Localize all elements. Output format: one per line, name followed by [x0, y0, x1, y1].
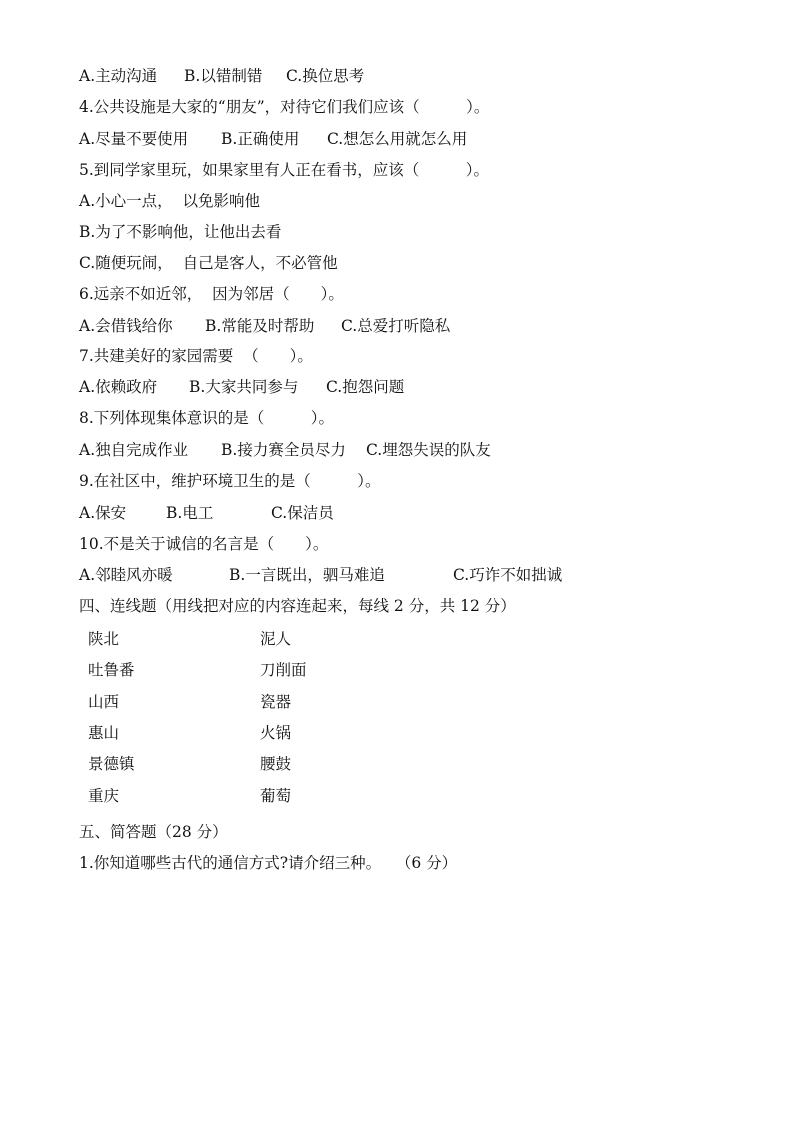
- section4-heading: 四、连线题（用线把对应的内容连起来，每线 2 分，共 12 分）: [79, 597, 516, 615]
- match-right-item: 葡萄: [260, 787, 292, 805]
- match-right-item: 刀削面: [260, 661, 307, 679]
- q5-option-c: C.随便玩闹， 自己是客人，不必管他: [79, 254, 338, 272]
- q6-stem: 6.远亲不如近邻， 因为邻居（ ）。: [79, 285, 344, 303]
- q9-option-b: B.电工: [166, 504, 214, 522]
- q8-option-c: C.埋怨失误的队友: [366, 441, 491, 459]
- match-left-item: 重庆: [88, 787, 120, 805]
- match-right-item: 泥人: [260, 630, 292, 648]
- q7-option-c: C.抱怨问题: [326, 378, 405, 396]
- q7-option-b: B.大家共同参与: [189, 378, 299, 396]
- q10-option-b: B.一言既出，驷马难追: [229, 566, 385, 584]
- section5-heading: 五、简答题（28 分）: [79, 823, 228, 841]
- q5-option-b: B.为了不影响他，让他出去看: [79, 223, 282, 241]
- q3-option-b: B.以错制错: [184, 67, 263, 85]
- q3-option-c: C.换位思考: [286, 67, 365, 85]
- section5-question-1: 1.你知道哪些古代的通信方式?请介绍三种。 （6 分）: [79, 854, 458, 872]
- q5-stem: 5.到同学家里玩，如果家里有人正在看书，应该（ ）。: [79, 161, 490, 179]
- q8-option-b: B.接力赛全员尽力: [221, 441, 346, 459]
- q8-option-a: A.独自完成作业: [79, 441, 189, 459]
- match-left-item: 惠山: [88, 724, 120, 742]
- match-left-item: 陕北: [88, 630, 120, 648]
- q8-stem: 8.下列体现集体意识的是（ ）。: [79, 409, 335, 427]
- q4-stem: 4.公共设施是大家的“朋友”，对待它们我们应该（ ）。: [79, 98, 490, 116]
- q3-option-a: A.主动沟通: [79, 67, 158, 85]
- q10-option-a: A.邻睦风亦暖: [79, 566, 173, 584]
- match-left-item: 山西: [88, 693, 120, 711]
- q4-option-c: C.想怎么用就怎么用: [327, 130, 468, 148]
- q7-stem: 7.共建美好的家园需要 （ ）。: [79, 347, 313, 365]
- q9-stem: 9.在社区中，维护环境卫生的是（ ）。: [79, 472, 381, 490]
- match-left-item: 吐鲁番: [88, 661, 135, 679]
- q4-option-b: B.正确使用: [221, 130, 300, 148]
- match-right-item: 火锅: [260, 724, 292, 742]
- q7-option-a: A.依赖政府: [79, 378, 158, 396]
- q10-stem: 10.不是关于诚信的名言是（ ）。: [79, 535, 329, 553]
- q6-option-b: B.常能及时帮助: [205, 317, 315, 335]
- q9-option-a: A.保安: [79, 504, 127, 522]
- q4-option-a: A.尽量不要使用: [79, 130, 189, 148]
- match-right-item: 腰鼓: [260, 755, 292, 773]
- q6-option-a: A.会借钱给你: [79, 317, 173, 335]
- q10-option-c: C.巧诈不如拙诚: [453, 566, 563, 584]
- q6-option-c: C.总爱打听隐私: [341, 317, 451, 335]
- match-left-item: 景德镇: [88, 755, 135, 773]
- q9-option-c: C.保洁员: [271, 504, 334, 522]
- match-right-item: 瓷器: [260, 693, 292, 711]
- q5-option-a: A.小心一点， 以免影响他: [79, 192, 260, 210]
